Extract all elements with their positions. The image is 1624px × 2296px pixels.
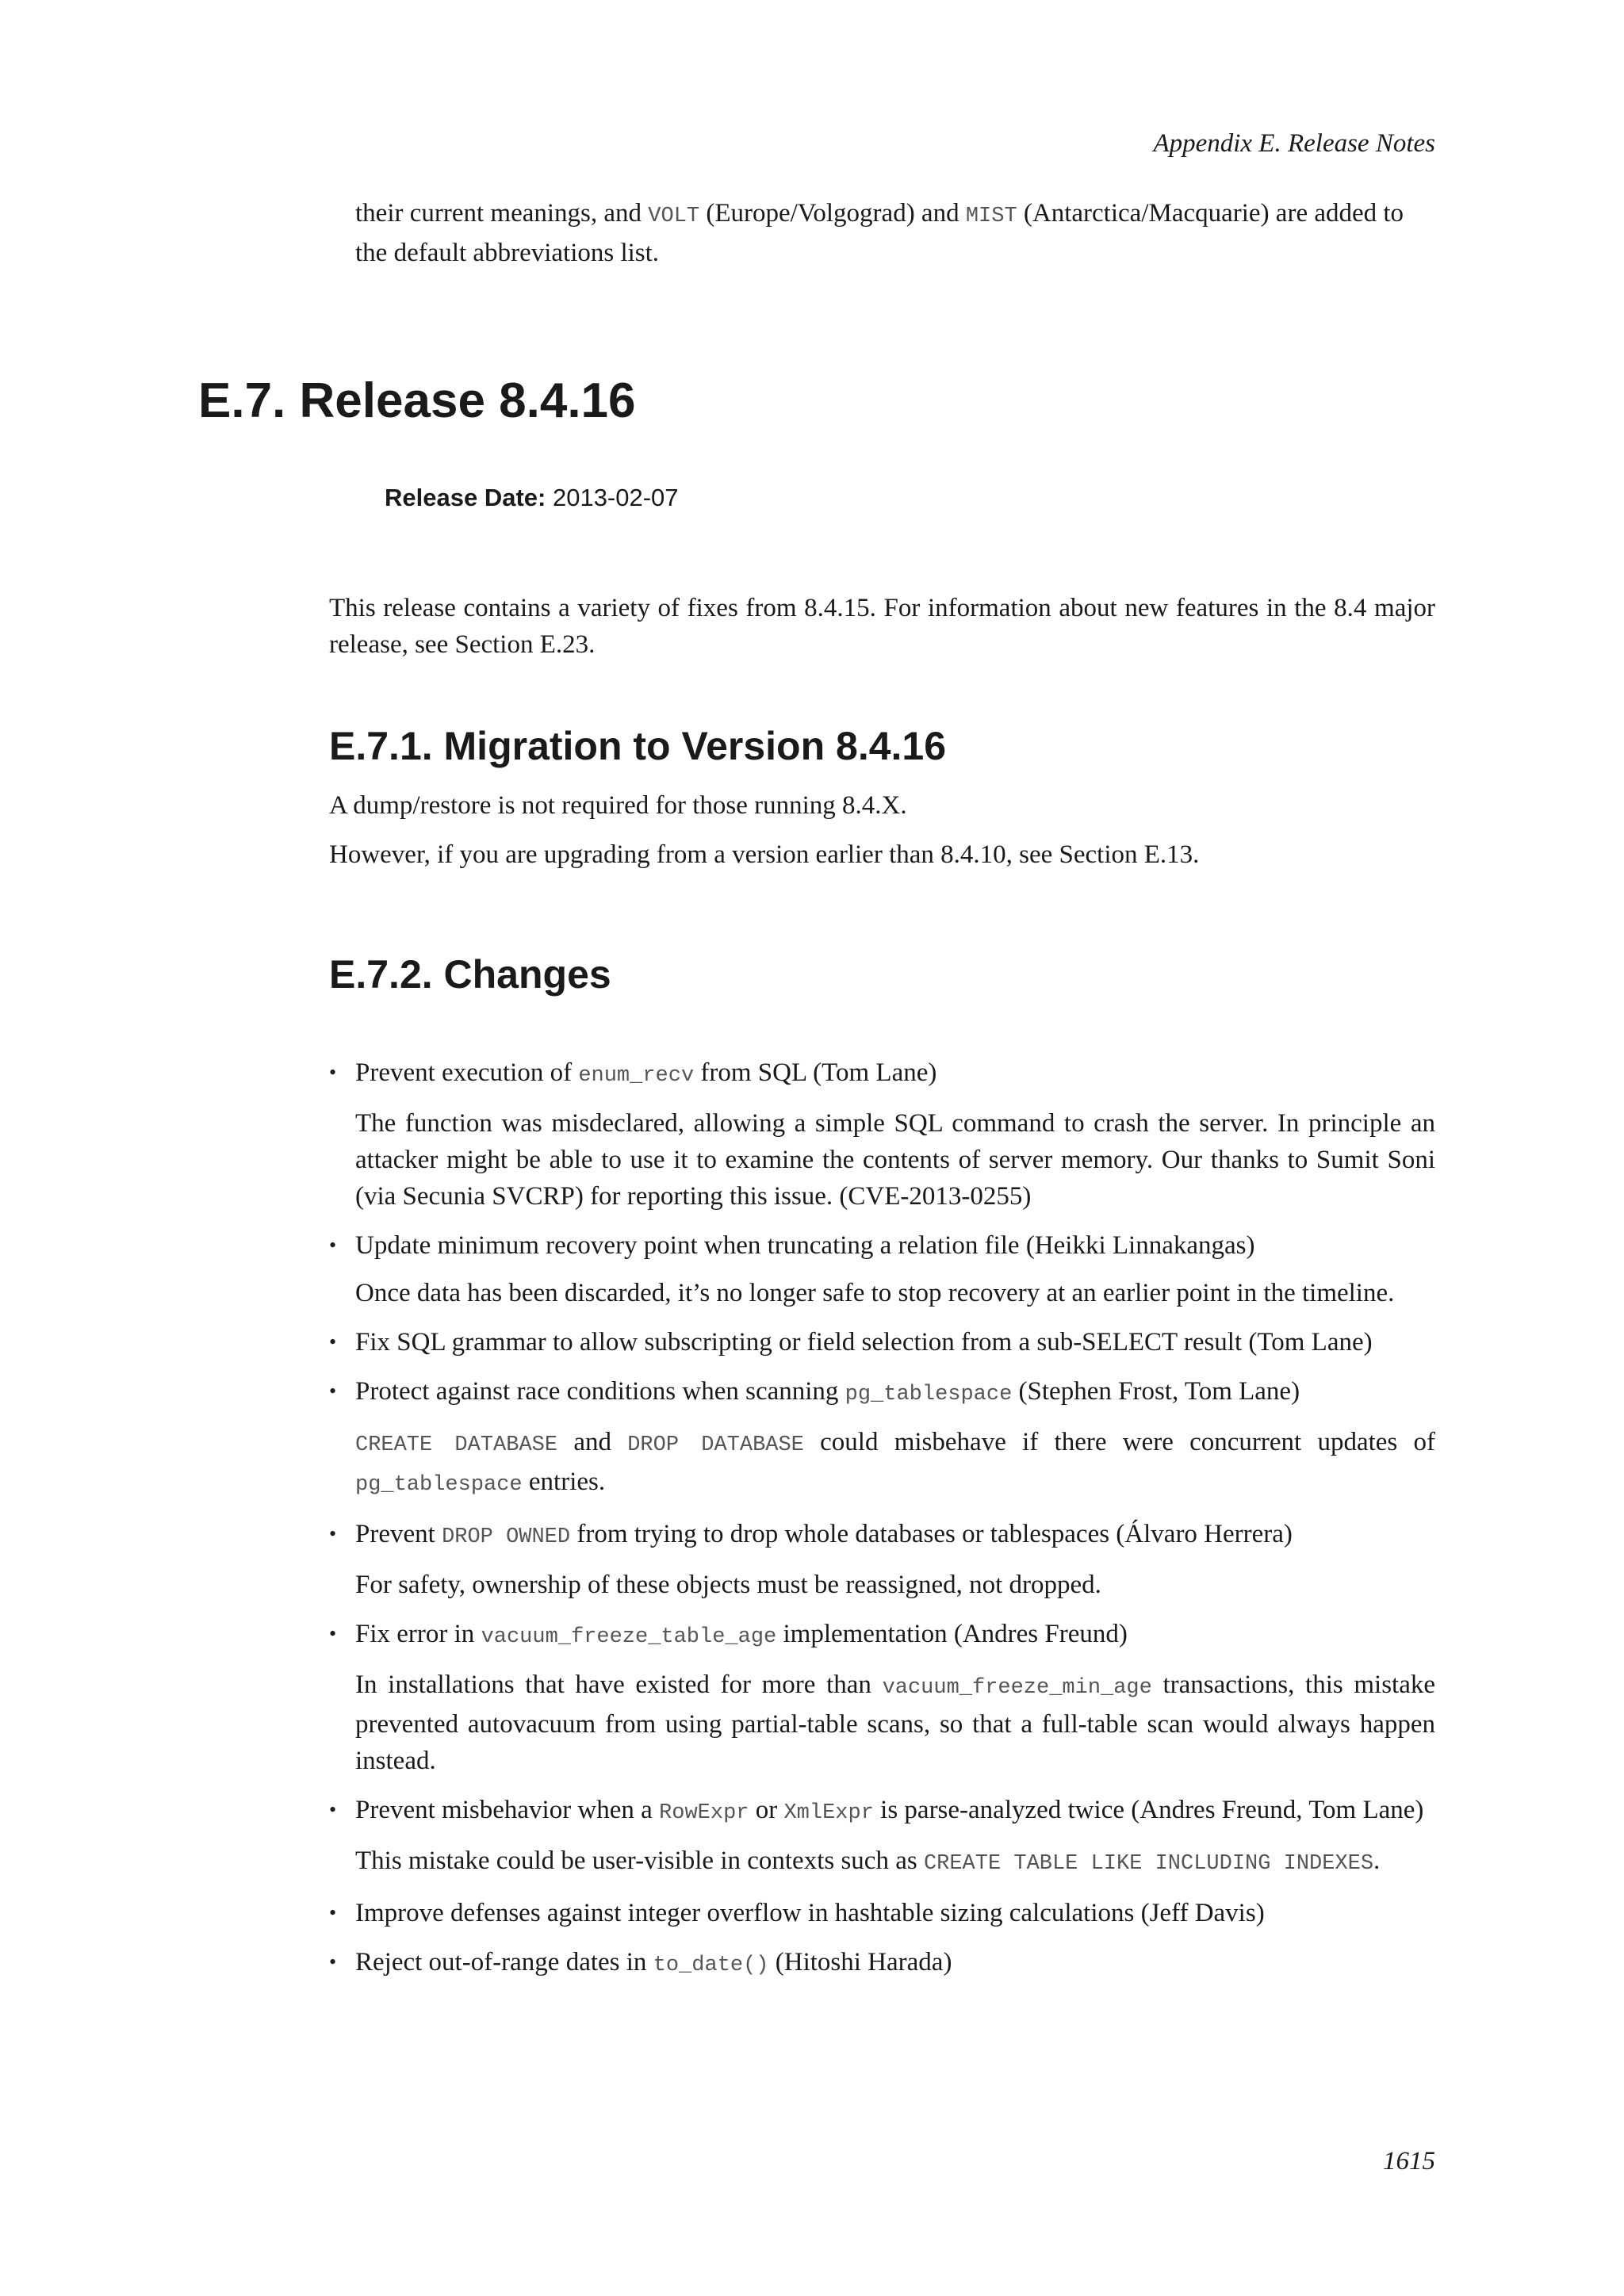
item-description: CREATE DATABASE and DROP DATABASE could misbehave if there were concurrent updates of pg_tablespace entries. [355, 1428, 1436, 1497]
list-item: • Protect against race conditions when scanning pg_tablespace (Stephen Frost, Tom Lane) CREATE DATABASE and DROP DATABASE could misbehave if there were concurrent updates of pg_tablespace entries. [329, 1373, 1435, 1503]
list-item: • Prevent DROP OWNED from trying to drop whole databases or tablespaces (Álvaro Herrera) For safety, ownership of these objects must be reassigned, not dropped. [329, 1516, 1435, 1603]
changes-title: E.7.2. Changes [329, 952, 611, 997]
list-item: • Prevent execution of enum_recv from SQL (Tom Lane) The function was misdeclared, allowing a simple SQL command to crash the server. In principle an attacker might be able to use it to examine the contents of server memory. Our thanks to Sumit Soni (via Secunia SVCRP) for reporting this issue. (CVE-2013-0255) [329, 1054, 1435, 1215]
code-volt: VOLT [648, 205, 700, 228]
code-drop-owned: DROP OWNED [442, 1525, 571, 1549]
list-item: • Fix error in vacuum_freeze_table_age implementation (Andres Freund) In installations that have existed for more than vacuum_freeze_min_age transactions, this mistake prevented autovacuum from using partial-table scans, so that a full-table scan would always happen instead. [329, 1616, 1435, 1779]
item-description: This mistake could be user-visible in contexts such as CREATE TABLE LIKE INCLUDING INDEXES. [355, 1846, 1381, 1876]
list-item: • Improve defenses against integer overflow in hashtable sizing calculations (Jeff Davis) [329, 1895, 1435, 1931]
list-item: • Fix SQL grammar to allow subscripting or field selection from a sub-SELECT result (Tom Lane) [329, 1324, 1435, 1360]
release-date-label: Release Date: [385, 484, 546, 511]
bullet: • [329, 1522, 337, 1545]
release-intro: This release contains a variety of fixes from 8.4.15. For information about new features in the 8.4 major release, see Section E.23. [329, 594, 1435, 659]
code-to-date: to_date() [653, 1954, 769, 1977]
migration-paragraph-2: However, if you are upgrading from a version earlier than 8.4.10, see Section E.13. [329, 840, 1200, 869]
code-mist: MIST [965, 205, 1017, 228]
bullet: • [329, 1380, 337, 1402]
code-rowexpr: RowExpr [659, 1801, 749, 1825]
migration-title: E.7.1. Migration to Version 8.4.16 [329, 724, 947, 768]
code-xmlexpr: XmlExpr [783, 1801, 874, 1825]
item-description: For safety, ownership of these objects must be reassigned, not dropped. [355, 1571, 1101, 1599]
code-vacuum-freeze-table-age: vacuum_freeze_table_age [481, 1625, 777, 1649]
continued-paragraph: their current meanings, and VOLT (Europe/Volgograd) and MIST (Antarctica/Macquarie) are added to the default abbreviations list. [355, 199, 1404, 267]
list-item: • Update minimum recovery point when truncating a relation file (Heikki Linnakangas) Once data has been discarded, it’s no longer safe to stop recovery at an earlier point in the timeline. [329, 1227, 1435, 1311]
bullet: • [329, 1950, 337, 1973]
bullet: • [329, 1622, 337, 1645]
changes-list [329, 1054, 1435, 1996]
bullet: • [329, 1798, 337, 1821]
release-date-value: 2013-02-07 [552, 484, 679, 511]
bullet: • [329, 1061, 337, 1084]
list-item: • Reject out-of-range dates in to_date() (Hitoshi Harada) [329, 1944, 1435, 1984]
item-description: Once data has been discarded, it’s no longer safe to stop recovery at an earlier point in the timeline. [355, 1279, 1395, 1307]
code-pg-tablespace: pg_tablespace [845, 1383, 1013, 1406]
bullet: • [329, 1901, 337, 1924]
bullet: • [329, 1330, 337, 1353]
migration-paragraph-1: A dump/restore is not required for those running 8.4.X. [329, 791, 907, 820]
bullet: • [329, 1234, 337, 1257]
release-title: E.7. Release 8.4.16 [198, 373, 636, 428]
item-description: The function was misdeclared, allowing a simple SQL command to crash the server. In principle an attacker might be able to use it to examine the contents of server memory. Our thanks to Sumit Soni (via Secunia SVCRP) for reporting this issue. (CVE-2013-0255) [355, 1109, 1435, 1211]
page-number: 1615 [1383, 2147, 1435, 2175]
release-date [385, 484, 679, 512]
list-item: • Prevent misbehavior when a RowExpr or XmlExpr is parse-analyzed twice (Andres Freund, Tom Lane) This mistake could be user-visible in contexts such as CREATE TABLE LIKE INCLUDING INDEXES. [329, 1792, 1435, 1882]
running-head: Appendix E. Release Notes [1153, 129, 1435, 158]
item-description: In installations that have existed for more than vacuum_freeze_min_age transactions, this mistake prevented autovacuum from using partial-table scans, so that a full-table scan would always happen instead. [355, 1670, 1435, 1775]
code-enum-recv: enum_recv [578, 1064, 695, 1088]
